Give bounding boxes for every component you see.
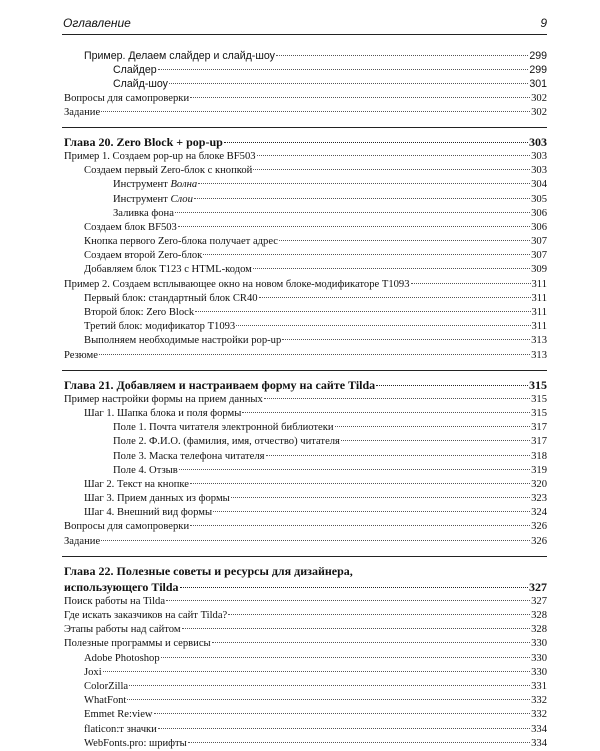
entry-title-prefix: Инструмент [113,193,171,205]
entry-title: flaticon:т значки [84,723,157,735]
entry-title: Шаг 3. Прием данных из формы [84,493,230,505]
entry-title: Пример 1. Создаем pop-up на блоке BF503 [64,150,256,162]
dot-leader [175,212,530,213]
entry-page: 318 [531,450,547,462]
dot-leader [228,614,530,615]
dot-leader [190,97,530,98]
entry-page: 309 [531,264,547,276]
toc-entry[interactable] [62,506,547,520]
toc-entry[interactable] [62,623,547,637]
toc-chapter-20[interactable] [62,134,547,150]
toc-entry[interactable] [62,150,547,164]
entry-page: 330 [531,652,547,664]
entry-page: 315 [531,393,547,405]
entry-title: Шаг 4. Внешний вид формы [84,507,213,519]
entry-page: 317 [531,436,547,448]
dot-leader [335,426,531,427]
toc-entry[interactable] [62,235,547,249]
entry-title: Первый блок: стандартный блок CR40 [84,292,258,304]
entry-title: Третий блок: модификатор T1093 [84,321,236,333]
chapter-page: 315 [529,377,547,392]
toc-entry[interactable] [62,637,547,651]
dot-leader [224,142,528,143]
entry-title: Резюме [64,349,98,361]
entry-title: Слайд-шоу [113,78,168,91]
dot-leader [194,198,530,199]
toc-section-ch21 [62,393,547,549]
entry-title-italic: Волна [170,179,198,191]
entry-page: 303 [531,150,547,162]
toc-entry[interactable] [62,306,547,320]
page-header [62,14,547,35]
entry-page: 311 [531,292,547,304]
toc-entry[interactable] [62,349,547,363]
dot-leader [236,325,530,326]
toc-entry[interactable] [62,278,547,292]
dot-leader [158,728,530,729]
toc-entry[interactable] [62,723,547,737]
toc-entry[interactable] [62,92,547,106]
entry-title: Поле 1. Почта читателя электронной библиотеки [113,422,334,434]
entry-page: 307 [531,250,547,262]
chapter-22-title-line1[interactable]: Глава 22. Полезные советы и ресурсы для дизайнера, [64,563,353,578]
toc-entry[interactable] [62,249,547,263]
entry-title: Задание [64,535,101,547]
toc-entry[interactable] [62,49,547,63]
dot-leader [376,385,528,386]
toc-entry[interactable] [62,207,547,221]
entry-page: 334 [531,737,547,749]
entry-title: Создаем блок BF503 [84,221,177,233]
toc-entry[interactable] [62,221,547,235]
toc-entry[interactable] [62,263,547,277]
toc-entry[interactable] [62,407,547,421]
dot-leader [154,713,531,714]
entry-title: Где искать заказчиков на сайт Tilda? [64,610,228,621]
toc-entry[interactable] [62,334,547,348]
dot-leader [276,55,528,56]
dot-leader [198,183,530,184]
entry-title: Поле 3. Маска телефона читателя [113,450,265,462]
dot-leader [179,469,530,470]
entry-page: 334 [531,723,547,735]
entry-page: 328 [531,610,547,621]
entry-page: 320 [531,478,547,490]
entry-page: 301 [529,78,547,91]
dot-leader [127,699,530,700]
toc-entry[interactable] [62,535,547,549]
entry-title: Этапы работы над сайтом [64,624,181,636]
entry-page: 313 [531,335,547,347]
toc-section-ch20 [62,150,547,363]
entry-title: Вопросы для самопроверки [64,92,190,104]
entry-title: Adobe Photoshop [84,652,160,664]
entry-title: Пример настройки формы на прием данных [64,393,263,405]
toc-entry[interactable] [62,450,547,464]
entry-page: 330 [531,638,547,650]
toc-entry[interactable] [62,106,547,120]
entry-title: Задание [64,106,101,118]
entry-page: 311 [531,321,547,333]
entry-page: 330 [531,666,547,678]
entry-title: Пример. Делаем слайдер и слайд-шоу [84,50,275,62]
dot-leader [411,283,531,284]
entry-page: 306 [531,221,547,233]
dot-leader [203,254,530,255]
dot-leader [190,525,530,526]
toc-entry[interactable] [62,652,547,666]
chapter-page: 327 [529,579,547,594]
dot-leader [166,600,530,601]
dot-leader [99,354,530,355]
entry-page: 307 [531,236,547,248]
entry-title: Создаем второй Zero-блок [84,250,203,262]
entry-page: 302 [531,106,547,118]
toc-entry[interactable] [62,609,547,623]
toc-entry[interactable] [62,63,547,77]
toc-entry[interactable] [62,666,547,680]
dot-leader [182,628,531,629]
entry-title: Вопросы для самопроверки [64,521,190,533]
dot-leader [101,111,530,112]
dot-leader [103,671,530,672]
entry-title-prefix: Инструмент [113,179,171,191]
entry-page: 327 [531,595,547,607]
entry-title: Emmet Re:view [84,709,153,721]
divider [62,370,547,371]
toc-entry[interactable] [62,595,547,609]
entry-page: 304 [531,179,547,191]
entry-title-italic: Слои [170,193,193,205]
entry-page: 306 [531,207,547,219]
entry-title: Заливка фона [113,207,174,219]
entry-title [113,178,197,192]
entry-page: 315 [531,407,547,419]
toc-chapter-21[interactable] [62,377,547,393]
dot-leader [195,311,530,312]
entry-title: Поле 4. Отзыв [113,464,178,476]
entry-title: Шаг 2. Текст на кнопке [84,478,189,490]
entry-page: 299 [529,50,547,62]
entry-page: 328 [531,624,547,636]
toc-entry[interactable] [62,164,547,178]
entry-page: 299 [529,64,547,77]
entry-title: ColorZilla [84,680,129,692]
toc-entry[interactable] [62,478,547,492]
dot-leader [212,642,530,643]
toc-entry[interactable] [62,694,547,708]
dot-leader [279,240,530,241]
table-of-contents [62,49,547,751]
dot-leader [101,540,530,541]
toc-entry[interactable] [62,193,547,207]
divider [62,127,547,128]
dot-leader [129,685,530,686]
entry-page: 311 [531,278,547,290]
entry-page: 326 [531,521,547,533]
entry-title: Слайдер [113,64,157,77]
entry-page: 313 [531,349,547,361]
dot-leader [341,440,530,441]
entry-page: 323 [531,493,547,505]
dot-leader [190,483,530,484]
dot-leader [264,398,530,399]
page-number: 9 [540,16,547,30]
entry-page: 311 [531,307,547,318]
entry-title: Создаем первый Zero-блок с кнопкой [84,165,253,177]
toc-section-pre-ch20 [62,49,547,120]
dot-leader [253,268,530,269]
entry-title: Joxi [84,666,102,678]
toc-entry[interactable] [62,77,547,91]
entry-page: 319 [531,464,547,476]
chapter-page: 303 [529,134,547,149]
entry-title: Шаг 1. Шапка блока и поля формы [84,407,242,419]
entry-title: Поле 2. Ф.И.О. (фамилия, имя, отчество) читателя [113,436,340,448]
toc-entry[interactable] [62,393,547,407]
entry-title: Второй блок: Zero Block [84,307,195,318]
entry-title: Кнопка первого Zero-блока получает адрес [84,236,279,248]
toc-entry[interactable] [62,680,547,694]
running-head-title: Оглавление [63,16,131,30]
entry-page: 303 [531,165,547,177]
toc-entry[interactable] [62,737,547,751]
toc-chapter-22[interactable] [62,579,547,595]
entry-page: 305 [531,193,547,205]
toc-entry[interactable] [62,320,547,334]
toc-entry[interactable] [62,492,547,506]
entry-page: 332 [531,709,547,721]
entry-title [113,193,193,207]
toc-entry[interactable] [62,708,547,722]
dot-leader [257,155,531,156]
toc-entry[interactable] [62,178,547,192]
dot-leader [242,412,530,413]
dot-leader [266,455,531,456]
entry-title: Добавляем блок T123 с HTML-кодом [84,264,252,276]
dot-leader [282,339,530,340]
entry-title: Выполняем необходимые настройки pop-up [84,335,282,347]
entry-page: 326 [531,535,547,547]
dot-leader [161,657,530,658]
dot-leader [188,742,530,743]
dot-leader [259,297,531,298]
chapter-title: Глава 21. Добавляем и настраиваем форму на сайте Tilda [64,377,376,392]
dot-leader [178,226,530,227]
toc-entry[interactable] [62,421,547,435]
entry-page: 331 [531,680,547,692]
toc-entry[interactable] [62,435,547,449]
toc-entry[interactable] [62,464,547,478]
entry-title: Пример 2. Создаем всплывающее окно на новом блоке-модификаторе T1093 [64,278,410,290]
chapter-title-line2: использующего Tilda [64,579,179,594]
dot-leader [169,83,528,84]
dot-leader [180,587,528,588]
entry-title: WhatFont [84,695,127,707]
dot-leader [158,69,529,70]
divider [62,556,547,557]
entry-page: 302 [531,92,547,104]
entry-page: 332 [531,695,547,707]
chapter-title: Глава 20. Zero Block + pop-up [64,134,223,149]
dot-leader [213,511,530,512]
dot-leader [231,497,530,498]
entry-title: WebFonts.pro: шрифты [84,737,187,749]
toc-entry[interactable] [62,292,547,306]
entry-title: Поиск работы на Tilda [64,595,166,607]
entry-page: 324 [531,507,547,519]
toc-section-ch22 [62,595,547,751]
entry-page: 317 [531,422,547,434]
toc-entry[interactable] [62,520,547,534]
dot-leader [253,169,530,170]
entry-title: Полезные программы и сервисы [64,638,211,650]
